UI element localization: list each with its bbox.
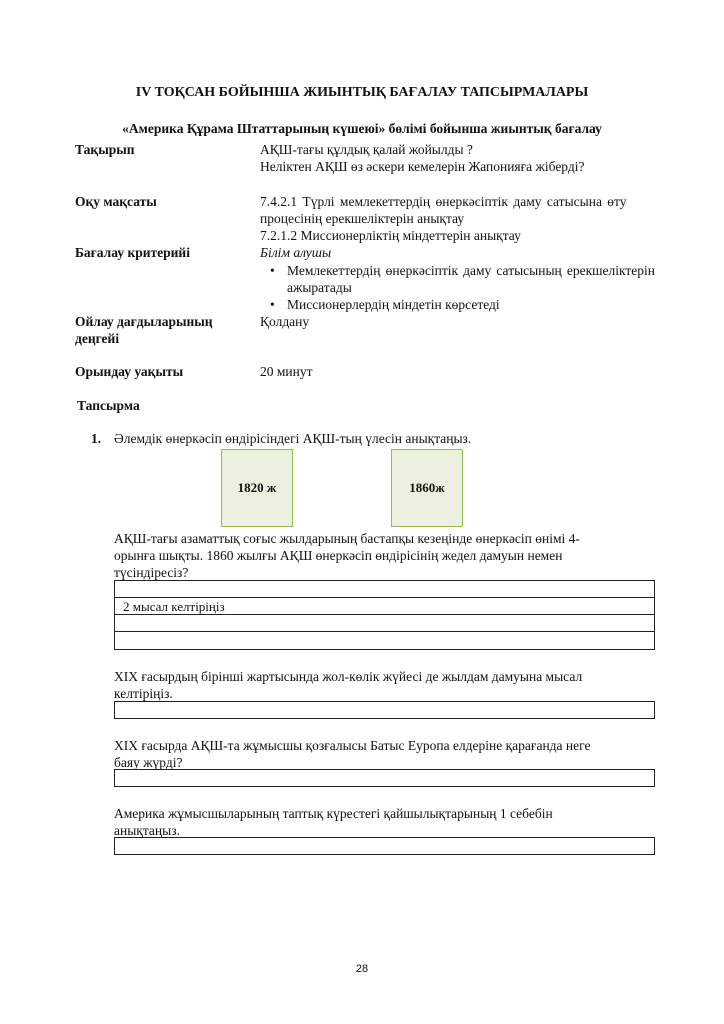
thinking-level-label: Ойлау дағдыларының деңгейі xyxy=(75,314,213,346)
topic-line-2: Неліктен АҚШ өз әскери кемелерін Жапонияға жіберді? xyxy=(260,159,585,174)
criteria-label: Бағалау критерийі xyxy=(75,245,190,260)
answer-line-label: 2 мысал келтіріңіз xyxy=(115,598,654,615)
year-box-1860: 1860ж xyxy=(391,449,463,527)
criteria-item: • Миссионерлердің міндетін көрсетеді xyxy=(270,297,500,312)
topic-value xyxy=(260,141,655,175)
answer-box-2[interactable] xyxy=(114,701,655,719)
question-number: 1. xyxy=(91,431,102,446)
paragraph-4: Америка жұмысшыларының таптық күрестегі қайшылықтарының 1 себебін анықтаңыз. xyxy=(114,806,553,838)
answer-box-1[interactable] xyxy=(114,580,655,650)
time-label: Орындау уақыты xyxy=(75,364,184,379)
criteria-item: • Мемлекеттердің өнеркәсіптік даму сатысының ерекшеліктерін ажыратады xyxy=(270,263,655,295)
answer-line[interactable] xyxy=(115,615,654,632)
paragraph-1: АҚШ-тағы азаматтық соғыс жылдарының бастапқы кезеңінде өнеркәсіп өнімі 4- орынға шықты. 1860 жылғы АҚШ өнеркәсіп өндірісінің жедел дамуын немен түсіндіресіз? xyxy=(114,531,580,580)
page-subtitle: «Америка Құрама Штаттарының күшеюі» бөлімі бойынша жиынтық бағалау xyxy=(122,121,602,136)
topic-label: Тақырып xyxy=(75,142,135,157)
objective-line-2: процесінің ерекшеліктерін анықтау xyxy=(260,211,465,226)
objective-value xyxy=(260,193,655,244)
task-heading: Тапсырма xyxy=(77,398,140,413)
year-box-1820: 1820 ж xyxy=(221,449,293,527)
objective-label: Оқу мақсаты xyxy=(75,194,157,209)
answer-line[interactable] xyxy=(115,581,654,598)
page-title: IV ТОҚСАН БОЙЫНША ЖИЫНТЫҚ БАҒАЛАУ ТАПСЫРМАЛАРЫ xyxy=(135,85,589,100)
bullet-icon: • xyxy=(270,263,275,278)
answer-line[interactable] xyxy=(115,632,654,649)
paragraph-3: XIX ғасырда АҚШ-та жұмысшы қозғалысы Батыс Еуропа елдеріне қарағанда неге баяу жүрді? xyxy=(114,738,591,770)
page-number: 28 xyxy=(355,963,369,975)
thinking-level-value: Қолдану xyxy=(260,314,310,329)
objective-line-3: 7.2.1.2 Миссионерліктің міндеттерін анықтау xyxy=(260,228,521,243)
answer-box-4[interactable] xyxy=(114,837,655,855)
bullet-icon: • xyxy=(270,297,275,312)
answer-box-3[interactable] xyxy=(114,769,655,787)
question-text: Әлемдік өнеркәсіп өндірісіндегі АҚШ-тың үлесін анықтаңыз. xyxy=(114,431,472,446)
time-value: 20 минут xyxy=(260,364,313,379)
criteria-intro: Білім алушы xyxy=(260,245,332,260)
paragraph-2: XIX ғасырдың бірінші жартысында жол-көлік жүйесі де жылдам дамуына мысал келтіріңіз. xyxy=(114,669,583,701)
topic-line-1: АҚШ-тағы құлдық қалай жойылды ? xyxy=(260,142,473,157)
objective-line-1: 7.4.2.1 Түрлі мемлекеттердің өнеркәсіптік даму сатысына өту xyxy=(260,194,627,209)
